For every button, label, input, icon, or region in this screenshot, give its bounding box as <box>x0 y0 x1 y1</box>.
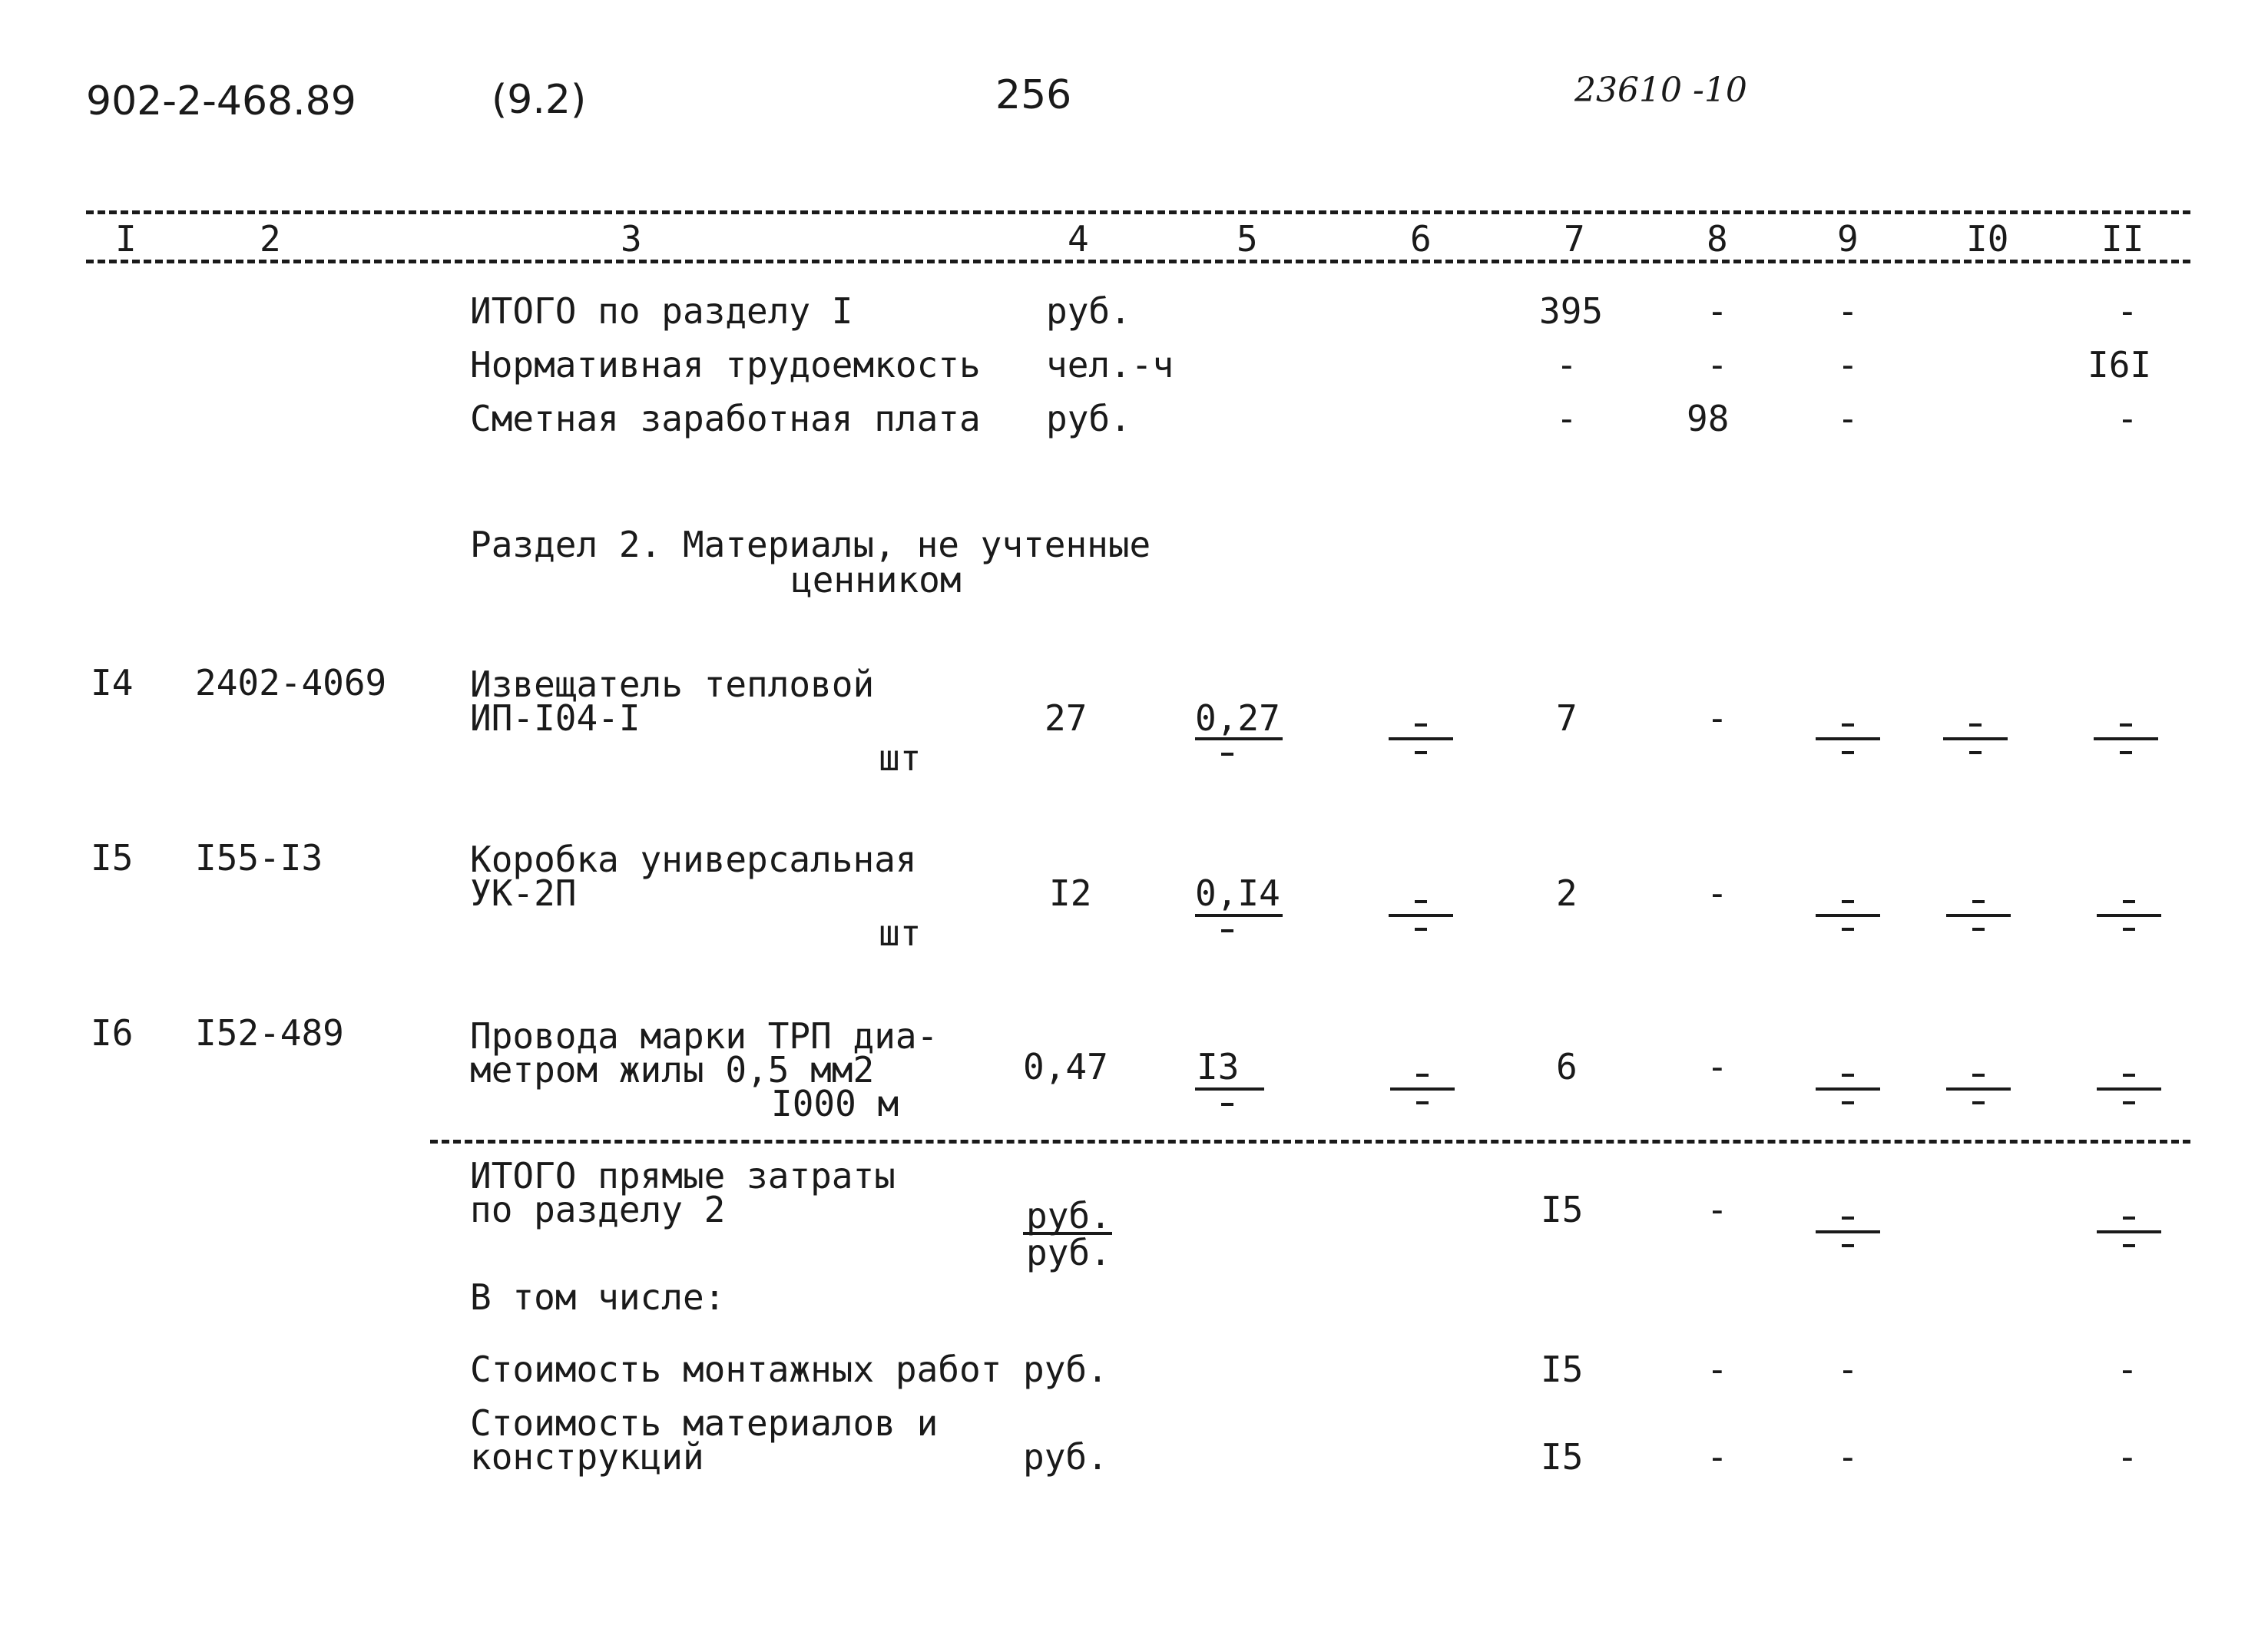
install-cost-col9: - <box>1837 1349 1859 1390</box>
total-section1-col9: - <box>1837 290 1859 332</box>
empty-fraction-col9 <box>1816 716 1880 762</box>
fraction-bar <box>1195 1087 1264 1091</box>
direct-costs-line2: по разделу 2 <box>470 1189 726 1230</box>
handwritten-number: 23610 -10 <box>1574 71 1747 110</box>
row-number: I6 <box>91 1012 134 1054</box>
wage-col11: - <box>2117 398 2138 439</box>
row-unit: I000 м <box>771 1083 899 1124</box>
col-header-9: 9 <box>1837 218 1859 260</box>
labor-norm-col11: I6I <box>2088 344 2152 386</box>
direct-costs-unit-bottom: руб. <box>1026 1232 1111 1273</box>
section2-title-line2: ценником <box>791 559 962 601</box>
row-code: 2402-4069 <box>195 662 387 703</box>
including-label: В том числе: <box>470 1276 726 1318</box>
row-name-line2: ИП-I04-I <box>470 697 641 739</box>
row-number: I4 <box>91 662 134 703</box>
materials-cost-line2: конструкций <box>470 1436 704 1478</box>
materials-cost-col8: - <box>1707 1436 1728 1478</box>
row-name-line1: Коробка универсальная <box>470 839 917 880</box>
materials-cost-col9: - <box>1837 1436 1859 1478</box>
section-number: (9.2) <box>492 77 587 123</box>
wage-col9: - <box>1837 398 1859 439</box>
col-header-6: 6 <box>1410 218 1432 260</box>
row-col8: - <box>1707 1046 1728 1087</box>
empty-fraction-col9 <box>1816 892 1880 938</box>
fraction-bar <box>1195 737 1283 740</box>
row-name-line2: УК-2П <box>470 872 577 914</box>
empty-fraction-col6 <box>1389 892 1453 938</box>
labor-norm-unit: чел.-ч <box>1046 344 1174 386</box>
row-col4: I2 <box>1049 872 1092 914</box>
row-number: I5 <box>91 837 134 879</box>
row-col4: 27 <box>1045 697 1088 739</box>
total-section1-col8: - <box>1707 290 1728 332</box>
row-col8: - <box>1707 872 1728 914</box>
materials-cost-unit: руб. <box>1023 1436 1108 1478</box>
labor-norm-label: Нормативная трудоемкость <box>470 344 981 386</box>
wage-unit: руб. <box>1046 398 1131 439</box>
empty-fraction-col10 <box>1946 892 2011 938</box>
col-header-5: 5 <box>1237 218 1258 260</box>
row-col7: 7 <box>1556 697 1578 739</box>
row-col7: 2 <box>1556 872 1578 914</box>
row-unit: шт <box>879 737 922 779</box>
empty-fraction-col11 <box>2097 1209 2161 1255</box>
row-code: I55-I3 <box>195 837 323 879</box>
row-col7: 6 <box>1556 1046 1578 1087</box>
col-header-2: 2 <box>260 218 281 260</box>
col-header-3: 3 <box>621 218 642 260</box>
direct-costs-col7: I5 <box>1541 1189 1584 1230</box>
col-header-4: 4 <box>1068 218 1089 260</box>
install-cost-unit: руб. <box>1023 1349 1108 1390</box>
section2-title-line1: Раздел 2. Материалы, не учтенные <box>470 524 1151 565</box>
row-col8: - <box>1707 697 1728 739</box>
empty-fraction-col9 <box>1816 1066 1880 1112</box>
labor-norm-col9: - <box>1837 344 1859 386</box>
install-cost-col7: I5 <box>1541 1349 1584 1390</box>
row-unit: шт <box>879 912 922 954</box>
empty-fraction-col10 <box>1946 1066 2011 1112</box>
empty-fraction-col6 <box>1390 1066 1455 1112</box>
col-header-11: II <box>2101 218 2144 260</box>
wage-col7: - <box>1556 398 1578 439</box>
col-header-7: 7 <box>1564 218 1585 260</box>
wage-col8: 98 <box>1687 398 1730 439</box>
col-header-10: I0 <box>1966 218 2009 260</box>
row-code: I52-489 <box>195 1012 344 1054</box>
empty-fraction-col11 <box>2097 892 2161 938</box>
page-number: 256 <box>995 72 1072 118</box>
col-header-1: I <box>115 218 137 260</box>
empty-fraction-col11 <box>2094 716 2158 762</box>
install-cost-col11: - <box>2117 1349 2138 1390</box>
direct-costs-unit-top: руб. <box>1026 1195 1111 1236</box>
direct-costs-col8: - <box>1707 1189 1728 1230</box>
header-top-rule <box>86 210 2190 214</box>
materials-cost-col11: - <box>2117 1436 2138 1478</box>
wage-label: Сметная заработная плата <box>470 398 981 439</box>
install-cost-label: Стоимость монтажных работ <box>470 1349 1002 1390</box>
fraction-denominator <box>1221 753 1233 756</box>
materials-cost-col7: I5 <box>1541 1436 1584 1478</box>
row-col4: 0,47 <box>1023 1046 1108 1087</box>
col-header-8: 8 <box>1707 218 1728 260</box>
fraction-denominator <box>1221 929 1233 932</box>
labor-norm-col7: - <box>1556 344 1578 386</box>
row-name-line1: Извещатель тепловой <box>470 664 875 705</box>
materials-cost-line1: Стоимость материалов и <box>470 1402 939 1444</box>
direct-costs-line1: ИТОГО прямые затраты <box>470 1155 896 1197</box>
header-bottom-rule <box>86 260 2190 263</box>
total-section1-col7: 395 <box>1539 290 1604 332</box>
totals-separator-rule <box>430 1140 2190 1144</box>
empty-fraction-col11 <box>2097 1066 2161 1112</box>
row-name-line1: Провода марки ТРП диа- <box>470 1015 939 1057</box>
labor-norm-col8: - <box>1707 344 1728 386</box>
total-section1-unit: руб. <box>1046 290 1131 332</box>
empty-fraction-col10 <box>1943 716 2008 762</box>
fraction-bar <box>1195 914 1283 917</box>
total-section1-label: ИТОГО по разделу I <box>470 290 853 332</box>
empty-fraction-col6 <box>1389 716 1453 762</box>
row-col5: I3 <box>1197 1046 1240 1087</box>
total-section1-col11: - <box>2117 290 2138 332</box>
fraction-denominator <box>1221 1103 1233 1106</box>
row-col5: 0,I4 <box>1195 872 1280 914</box>
document-code: 902-2-468.89 <box>86 78 356 124</box>
empty-fraction-col9 <box>1816 1209 1880 1255</box>
install-cost-col8: - <box>1707 1349 1728 1390</box>
row-name-line2: метром жилы 0,5 мм2 <box>470 1049 875 1091</box>
row-col5: 0,27 <box>1195 697 1280 739</box>
